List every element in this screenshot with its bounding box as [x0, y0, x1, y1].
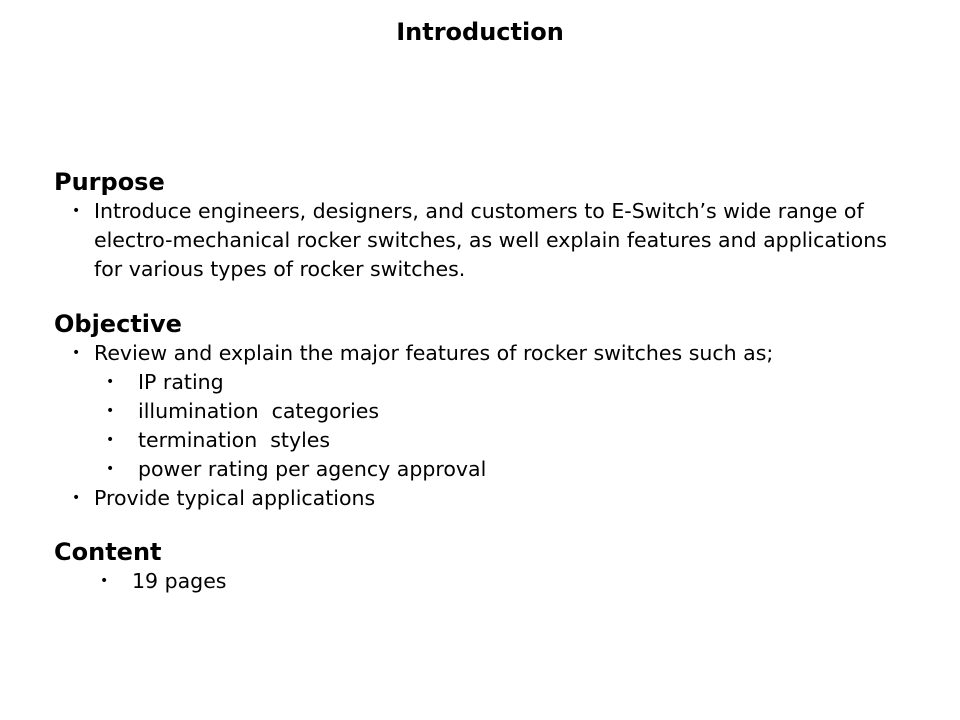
objective-sublist [94, 368, 914, 484]
bullet-icon: • [106, 461, 115, 477]
bullet-icon: • [100, 573, 109, 589]
bullet-icon: • [72, 345, 81, 361]
bullet-icon: • [106, 374, 115, 390]
purpose-section [54, 167, 914, 284]
bullet-icon: • [72, 490, 81, 506]
content-item [54, 567, 914, 596]
objective-subitem [94, 426, 914, 455]
purpose-list [54, 197, 914, 284]
content-section [54, 537, 914, 596]
bullet-icon: • [72, 203, 81, 219]
objective-item [54, 339, 914, 368]
content-heading: Content [54, 538, 162, 566]
objective-subitems-container [54, 368, 914, 484]
objective-subitem-text: illumination categories [138, 399, 380, 423]
purpose-item [54, 197, 914, 284]
bullet-icon: • [106, 403, 115, 419]
purpose-item-text: Introduce engineers, designers, and customers to E-Switch’s wide range of electro-mechanical rocker switches, as well explain features and applications for various types of rocker switches. [94, 199, 887, 281]
objective-subitem-text: termination styles [138, 428, 331, 452]
objective-list [54, 339, 914, 513]
slide-title: Introduction [396, 18, 564, 46]
objective-item-text: Provide typical applications [94, 486, 376, 510]
content-list [54, 567, 914, 596]
objective-subitem [94, 455, 914, 484]
objective-subitem-text: power rating per agency approval [138, 457, 487, 481]
objective-section [54, 309, 914, 513]
purpose-heading: Purpose [54, 168, 165, 196]
objective-subitem-text: IP rating [138, 370, 224, 394]
objective-item [54, 484, 914, 513]
objective-item-text: Review and explain the major features of rocker switches such as; [94, 341, 774, 365]
objective-subitem [94, 397, 914, 426]
objective-heading: Objective [54, 310, 182, 338]
bullet-icon: • [106, 432, 115, 448]
objective-subitem [94, 368, 914, 397]
content-item-text: 19 pages [132, 569, 227, 593]
